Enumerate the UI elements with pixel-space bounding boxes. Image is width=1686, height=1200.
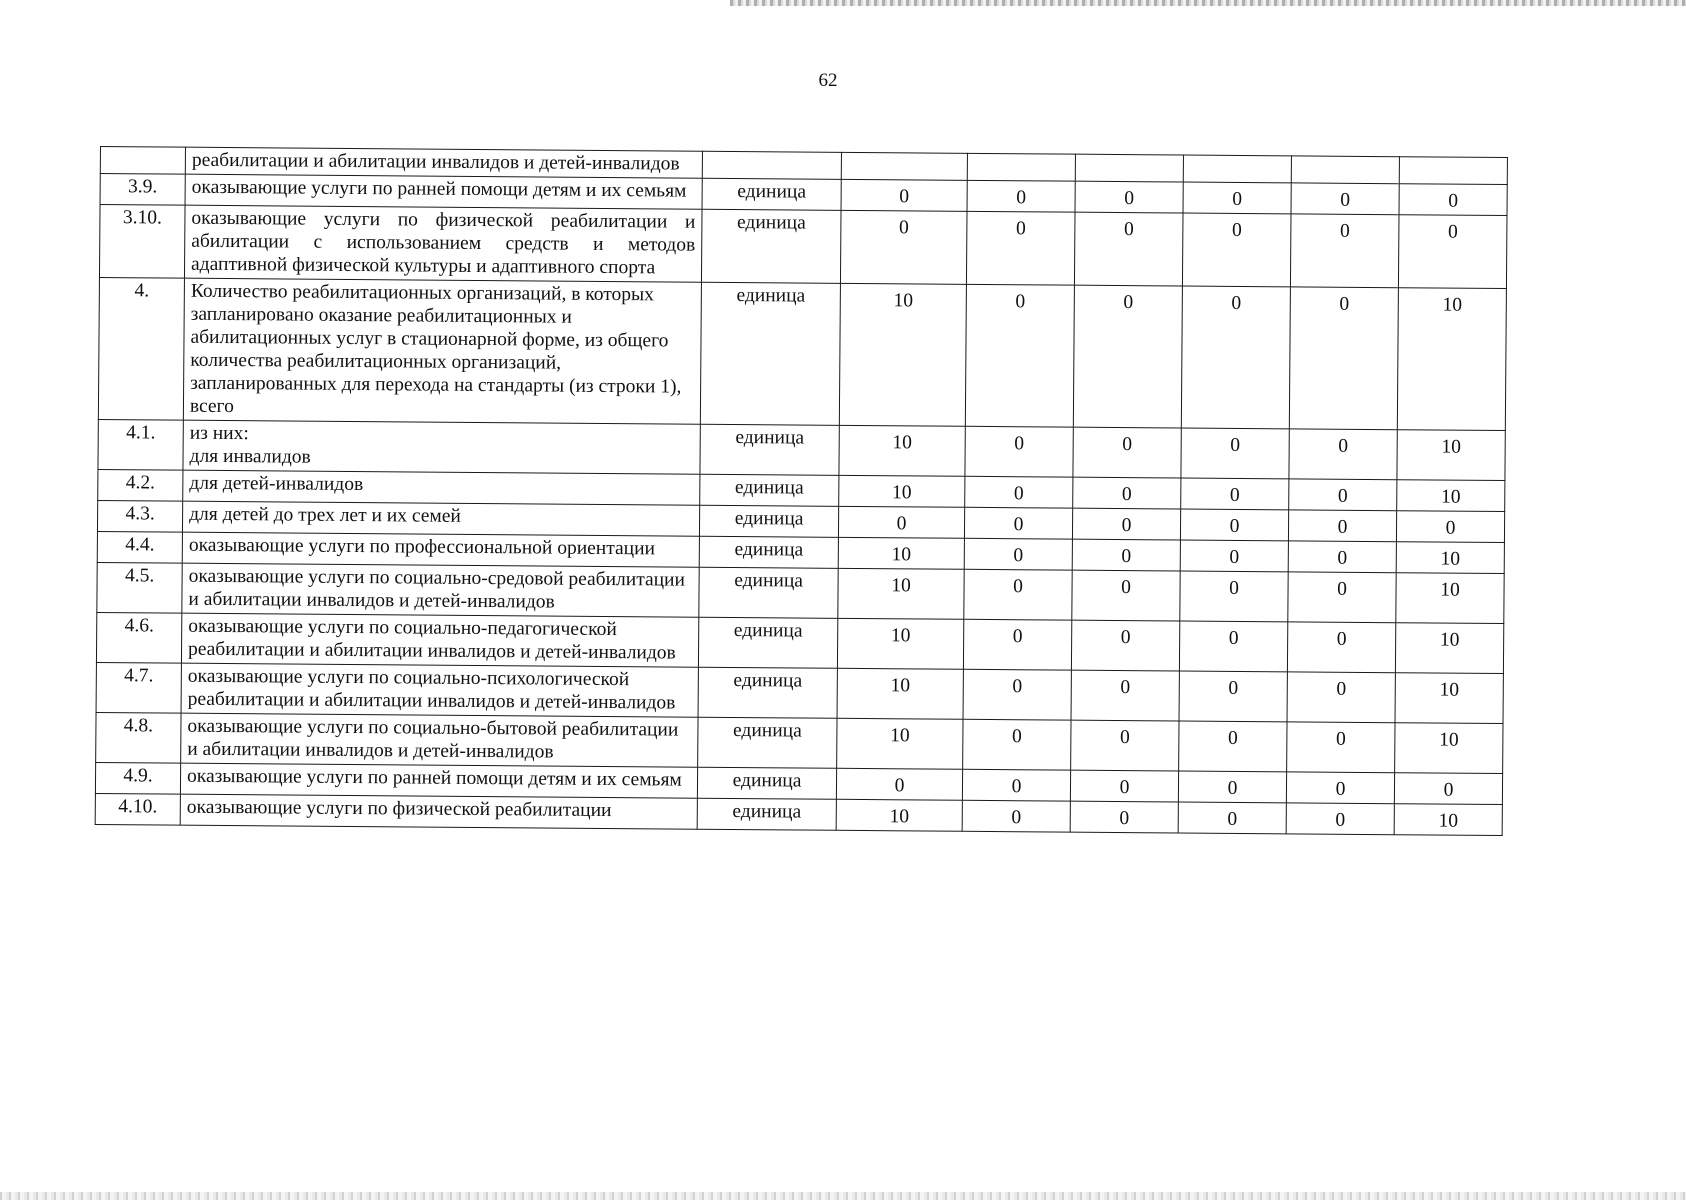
row-unit: единица [700,282,840,425]
row-value-2 [963,669,1071,720]
row-description: оказывающие услуги по социально-бытовой реабилитации и абилитации инвалидов и детей-инвалидов [181,713,698,767]
value-text: 0 [1228,677,1239,699]
row-value-3 [1075,154,1183,182]
row-value-4 [1180,540,1288,572]
value-text: 0 [1336,678,1347,700]
value-text: 10 [891,482,912,504]
row-value-1 [840,210,967,284]
value-text: 10 [891,575,911,597]
row-unit: единица [699,505,838,537]
row-value-1 [841,152,967,180]
row-description: оказывающие услуги по физической реабилитации [180,794,697,829]
row-value-2 [964,507,1072,539]
value-text: 0 [1119,777,1130,799]
row-unit: единица [698,617,837,668]
row-value-6 [1396,511,1504,543]
value-text: 10 [1440,548,1461,570]
row-number: 3.9. [100,174,185,206]
row-unit: единица [699,567,838,618]
value-text: 0 [894,775,905,797]
row-value-5 [1288,572,1396,623]
row-value-4 [1180,571,1288,622]
value-text: 0 [1011,807,1022,829]
value-text: 10 [893,290,914,312]
value-text: 0 [899,186,910,208]
value-text: 0 [1337,516,1348,538]
value-text: 0 [1119,808,1130,830]
value-text: 0 [1336,628,1347,650]
value-text: 0 [1227,727,1238,749]
row-description: для детей до трех лет и их семей [182,501,699,536]
value-text: 0 [1227,777,1238,799]
value-text: 0 [1015,291,1026,313]
value-text: 0 [1012,626,1023,648]
value-text: 10 [1439,629,1460,651]
row-value-6 [1394,804,1502,836]
row-value-1 [841,179,967,211]
row-description: из них: для инвалидов [183,420,700,474]
row-value-1 [837,618,963,669]
row-value-1 [837,668,963,719]
row-value-3 [1071,720,1179,771]
row-value-2 [965,426,1073,477]
value-text: 0 [1230,434,1241,456]
row-value-4 [1182,213,1291,287]
row-number: 4.4. [97,531,182,563]
row-value-6 [1397,430,1505,481]
row-value-1 [837,718,963,769]
row-value-5 [1287,672,1395,723]
row-unit: единица [698,717,837,768]
row-number: 4.6. [96,612,181,663]
row-value-5 [1289,429,1397,480]
row-value-6 [1395,673,1503,724]
row-unit [702,151,841,179]
value-text: 0 [1337,578,1348,600]
value-text: 0 [1229,546,1240,568]
row-description: оказывающие услуги по ранней помощи детям и их семьям [185,174,702,209]
value-text: 0 [1011,726,1022,748]
row-unit: единица [697,798,836,830]
value-text: 0 [1339,220,1350,242]
value-text: 0 [1123,219,1134,241]
value-text: 10 [1439,729,1459,751]
scan-edge-top [730,0,1686,6]
row-value-6 [1399,157,1507,185]
row-number: 4.10. [95,793,180,825]
row-value-4 [1180,509,1288,541]
row-unit: единица [700,424,839,475]
row-value-6 [1397,480,1505,512]
row-value-3 [1072,539,1180,571]
row-value-5 [1291,183,1399,215]
value-text: 0 [1013,483,1024,505]
row-value-3 [1071,670,1179,721]
row-value-2 [962,769,1070,801]
value-text: 0 [1121,515,1132,537]
value-text: 0 [1013,576,1024,598]
row-value-2 [967,153,1075,181]
value-text: 10 [1440,486,1461,508]
row-value-4 [1178,771,1286,803]
row-value-4 [1179,621,1287,672]
row-value-4 [1181,428,1289,479]
value-text: 10 [1438,810,1459,832]
row-number [100,147,185,175]
value-text: 0 [1337,485,1348,507]
value-text: 0 [1121,546,1132,568]
row-value-3 [1073,427,1181,478]
value-text: 10 [889,806,910,828]
value-text: 10 [890,625,911,647]
row-value-5 [1286,772,1394,804]
row-value-3 [1072,508,1180,540]
row-value-2 [962,800,1070,832]
row-description: оказывающие услуги по ранней помощи детям и их семьям [180,763,697,798]
value-text: 0 [1337,547,1348,569]
row-unit: единица [702,178,841,210]
row-unit: единица [697,767,836,799]
row-unit: единица [701,209,841,283]
value-text: 0 [1229,515,1240,537]
row-description: оказывающие услуги по социально-средовой реабилитации и абилитации инвалидов и детей-инвалидов [182,563,699,617]
value-text: 10 [1440,579,1460,601]
row-value-4 [1183,182,1291,214]
value-text: 0 [1229,484,1240,506]
row-description: оказывающие услуги по физической реабилитации и абилитации с использованием средств и методов адаптивной физической культуры и адаптивного спорта [184,205,702,282]
value-text: 0 [898,217,909,239]
value-text: 0 [1232,188,1243,210]
row-value-2 [965,476,1073,508]
value-text: 0 [1335,728,1346,750]
value-text: 0 [1011,776,1022,798]
row-value-4 [1181,286,1290,429]
row-value-4 [1183,155,1291,183]
row-value-2 [963,719,1071,770]
value-text: 0 [1448,190,1459,212]
row-value-3 [1073,477,1181,509]
row-value-6 [1399,184,1507,216]
row-value-6 [1396,542,1504,574]
row-description: для детей-инвалидов [183,470,700,505]
value-text: 0 [1122,434,1133,456]
row-description: реабилитации и абилитации инвалидов и детей-инвалидов [185,147,702,178]
value-text: 0 [1123,292,1134,314]
row-value-2 [964,569,1072,620]
row-value-5 [1287,722,1395,773]
table-row [98,277,1506,430]
row-value-3 [1070,770,1178,802]
row-value-3 [1072,570,1180,621]
row-number: 3.10. [99,205,185,279]
row-unit: единица [699,536,838,568]
row-number: 4.7. [96,662,181,713]
row-value-4 [1178,802,1286,834]
row-unit: единица [700,474,839,506]
row-value-3 [1075,181,1183,213]
row-value-4 [1181,478,1289,510]
value-text: 10 [891,544,912,566]
row-value-6 [1395,623,1503,674]
value-text: 0 [1335,809,1346,831]
row-value-1 [839,475,965,507]
value-text: 0 [1231,292,1242,314]
row-value-6 [1396,573,1504,624]
table-body [95,147,1507,836]
row-number: 4. [98,277,184,420]
row-value-6 [1398,215,1507,289]
value-text: 0 [1340,189,1351,211]
row-value-5 [1291,156,1399,184]
row-value-4 [1179,671,1287,722]
value-text: 0 [1013,545,1024,567]
row-description: оказывающие услуги по социально-педагогической реабилитации и абилитации инвалидов и детей-инвалидов [181,613,698,667]
value-text: 0 [1012,676,1023,698]
value-text: 0 [1443,779,1454,801]
value-text: 10 [1442,294,1463,316]
value-text: 0 [1339,293,1350,315]
value-text: 10 [890,725,910,747]
row-value-5 [1290,214,1399,288]
row-value-5 [1288,541,1396,573]
row-description: оказывающие услуги по профессиональной ориентации [182,532,699,567]
row-value-5 [1287,622,1395,673]
row-number: 4.9. [95,762,180,794]
row-value-1 [838,506,964,538]
value-text: 0 [1231,219,1242,241]
row-value-1 [838,537,964,569]
scan-edge-bottom [0,1192,1686,1200]
value-text: 0 [896,513,907,535]
row-number: 4.2. [98,469,183,501]
value-text: 0 [1229,577,1240,599]
row-value-4 [1179,721,1287,772]
row-value-3 [1074,212,1183,286]
value-text: 0 [1124,188,1135,210]
row-unit: единица [698,667,837,718]
row-value-2 [965,284,1074,427]
row-value-5 [1289,287,1398,430]
row-number: 4.8. [96,712,181,763]
value-text: 0 [1338,435,1349,457]
value-text: 0 [1445,517,1456,539]
value-text: 0 [1014,433,1025,455]
value-text: 10 [1439,679,1460,701]
table-row [99,205,1507,289]
row-value-1 [838,568,964,619]
row-number: 4.1. [98,419,183,470]
row-description: оказывающие услуги по социально-психологической реабилитации и абилитации инвалидов и детей-инвалидов [181,663,698,717]
row-description: Количество реабилитационных организаций, в которых запланировано оказание реабилитационных и абилитационных услуг в стационарной форме, из общего количества реабилитационных организаций, запланированных для перехода на стандарты (из строки 1), всего [183,278,701,424]
row-value-3 [1071,620,1179,671]
row-value-1 [836,768,962,800]
row-value-3 [1070,801,1178,833]
row-value-2 [963,619,1071,670]
row-value-1 [836,799,962,831]
value-text: 0 [1227,808,1238,830]
row-value-5 [1288,510,1396,542]
row-value-1 [839,283,966,426]
row-value-3 [1073,285,1182,428]
value-text: 0 [1120,677,1131,699]
value-text: 0 [1119,727,1130,749]
value-text: 0 [1121,577,1132,599]
row-value-5 [1289,479,1397,511]
row-value-6 [1397,288,1506,431]
value-text: 0 [1447,221,1458,243]
page-number: 62 [818,70,838,91]
row-number: 4.5. [97,562,182,613]
row-value-2 [964,538,1072,570]
row-value-2 [967,180,1075,212]
value-text: 0 [1120,627,1131,649]
value-text: 0 [1016,187,1027,209]
value-text: 0 [1228,627,1239,649]
value-text: 0 [1013,514,1024,536]
row-number: 4.3. [97,500,182,532]
value-text: 0 [1015,218,1026,240]
value-text: 10 [892,432,913,454]
row-value-6 [1394,773,1502,805]
value-text: 10 [890,675,911,697]
data-table [95,146,1508,836]
value-text: 0 [1335,778,1346,800]
value-text: 10 [1441,436,1462,458]
row-value-1 [839,425,965,476]
value-text: 0 [1121,484,1132,506]
row-value-2 [966,211,1075,285]
row-value-6 [1395,723,1503,774]
row-value-5 [1286,803,1394,835]
